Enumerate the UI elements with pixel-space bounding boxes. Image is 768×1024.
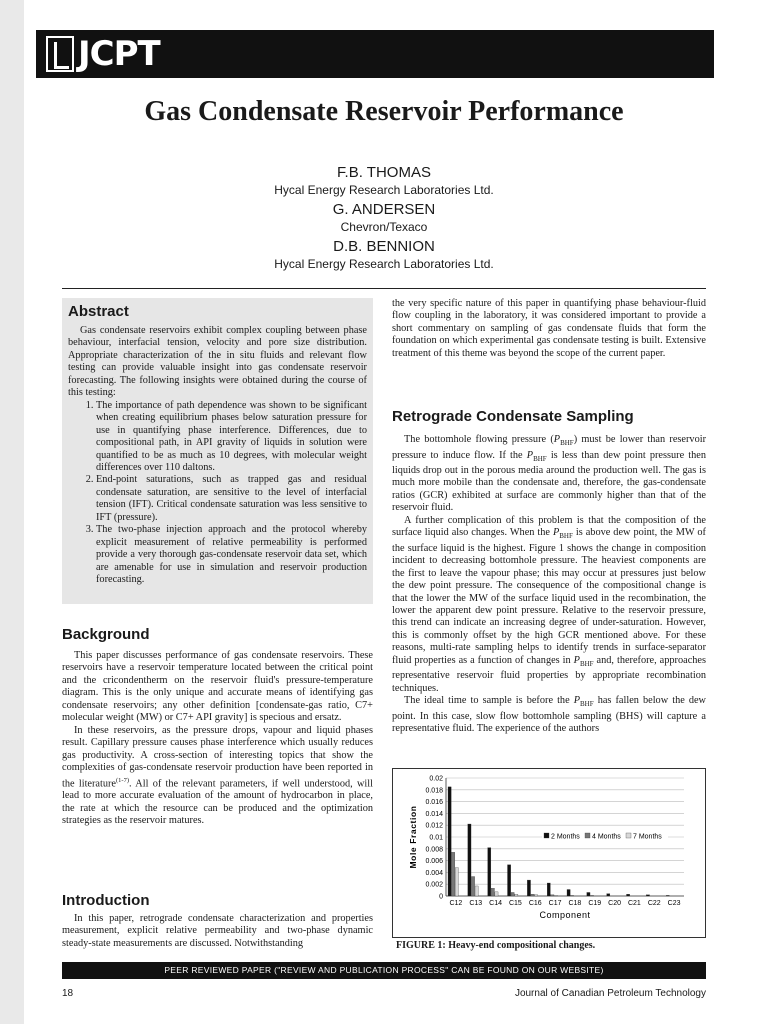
- y-tick-label: 0: [439, 893, 443, 901]
- bar: [590, 895, 593, 896]
- author-affiliation: Hycal Energy Research Laboratories Ltd.: [274, 183, 494, 197]
- legend-label: 7 Months: [633, 833, 662, 841]
- introduction-body: [62, 913, 373, 950]
- bar: [646, 895, 649, 896]
- bar: [547, 883, 550, 896]
- x-tick-label: C21: [627, 900, 641, 907]
- bar: [495, 892, 498, 896]
- y-tick-label: 0.006: [425, 858, 443, 866]
- abstract-intro: Gas condensate reservoirs exhibit complex coupling between phase behaviour, interfacial tension, velocity and pore size distribution. Appropriate characterization of the in situ fluids and relevant flow testing can provide valuable insight into gas condensate reservoir forecasting. The following insights were obtained during the course of this testing:: [68, 325, 367, 399]
- y-tick-label: 0.004: [425, 869, 443, 877]
- x-tick-label: C22: [647, 900, 661, 907]
- x-tick-label: C20: [608, 900, 622, 907]
- bar: [488, 848, 491, 896]
- background-body: [62, 650, 373, 828]
- y-axis-label: Mole Fraction: [408, 805, 418, 869]
- journal-header-bar: [36, 30, 714, 78]
- bar: [448, 787, 451, 896]
- x-axis-label: Component: [539, 910, 591, 920]
- bar: [508, 865, 511, 896]
- author-affiliation: Hycal Energy Research Laboratories Ltd.: [274, 257, 494, 271]
- x-tick-label: C14: [489, 900, 503, 907]
- bar: [515, 894, 518, 896]
- title-divider: [62, 288, 706, 289]
- peer-review-banner: PEER REVIEWED PAPER ("REVIEW AND PUBLICATION PROCESS" CAN BE FOUND ON OUR WEBSITE): [62, 962, 706, 979]
- author-name: F.B. THOMAS: [337, 164, 431, 181]
- bar: [627, 894, 630, 896]
- abstract-body: [68, 325, 367, 587]
- legend-label: 2 Months: [551, 833, 580, 841]
- bar: [554, 895, 557, 896]
- y-tick-label: 0.002: [425, 881, 443, 889]
- bar: [571, 895, 574, 896]
- x-tick-label: C13: [469, 900, 483, 907]
- introduction-paragraph: In this paper, retrograde condensate characterization and properties measurement, explicit relative permeability and two-phase dynamic steady-state measurements are discussed. Notwithstanding: [62, 913, 373, 949]
- bar: [511, 892, 514, 896]
- retrograde-heading: Retrograde Condensate Sampling: [392, 408, 634, 425]
- bar: [607, 894, 610, 896]
- y-tick-label: 0.016: [425, 799, 443, 807]
- x-tick-label: C23: [667, 900, 681, 907]
- introduction-heading: Introduction: [62, 892, 150, 909]
- x-tick-label: C19: [588, 900, 602, 907]
- author-name: G. ANDERSEN: [332, 201, 436, 218]
- retrograde-paragraph: The bottomhole flowing pressure $(P_{BHF})$ must be lower than reservoir pressure to induce flow. If the $P_{BHF}$ is less than dew point pressure then liquids drop out in the porous media around the production well. The gas is much more mobile than the condensate and, therefore, the gas-condensate ratios (GCR) exhibited at surface are commonly higher than that of the reservoir fluid.: [392, 434, 707, 514]
- y-tick-label: 0.008: [425, 846, 443, 854]
- bar: [567, 890, 570, 896]
- bar: [455, 868, 458, 896]
- abstract-heading: Abstract: [68, 303, 129, 320]
- y-tick-label: 0.014: [425, 810, 443, 818]
- bar: [468, 824, 471, 896]
- x-tick-label: C12: [449, 900, 463, 907]
- bar: [666, 895, 669, 896]
- retrograde-paragraph: A further complication of this problem is that the composition of the surface liquid also changes. When the $P_{BHF}$ is above dew point, the MW of the surface liquid is the highest. Figure 1 shows the change in composition incident to decreasing bottomhole pressure. The heaviest components are the first to leave the vapour phase; this may occur at pressures just below the dew point pressure. The consequence of the compositional change is that the lower the MW of the surface liquid used in the recombination, the lower the apparent dew point pressure. Relative to the reservoir pressure, this trend can indicate an increasing degree of under-saturation. However, this is commonly offset by the high GCR mentioned above. For these reasons, multi-rate sampling helps to identify trends in surface-separator fluid properties as a function of changes in $P_{BHF}$ and, therefore, approaches representative reservoir fluid properties by appropriate recombination techniques.: [392, 514, 706, 694]
- legend-swatch: [544, 833, 549, 838]
- x-tick-label: C17: [548, 900, 562, 907]
- y-tick-label: 0.02: [429, 775, 443, 783]
- x-tick-label: C16: [528, 900, 542, 907]
- abstract-item: 2. End-point saturations, such as trapped gas and residual condensate saturation, are sensitive to the level of interfacial tension (IFT). Critical condensate saturation was less sensitive to IFT (pressure).: [96, 474, 367, 524]
- logo-mark-icon: [46, 36, 74, 72]
- bar: [527, 880, 530, 896]
- bar: [471, 877, 474, 896]
- abstract-item: 3. The two-phase injection approach and the protocol whereby explicit measurement of relative permeability is performed provide a very thorough gas-condensate reservoir data set, which are amenable for use in simulation and reservoir production forecasting.: [96, 524, 367, 586]
- retrograde-body: [392, 434, 706, 736]
- figure-1: [392, 768, 706, 954]
- logo-text: JCPT: [78, 34, 160, 74]
- legend-swatch: [626, 833, 631, 838]
- x-tick-label: C15: [508, 900, 522, 907]
- right-column-intro: [392, 298, 706, 360]
- background-heading: Background: [62, 626, 150, 643]
- abstract-item: 1. The importance of path dependence was shown to be significant when creating equilibrium phases below saturation pressure for use in quantifying phase interference. Differences, due to compositional path, in API gravity of liquids in solution were quantified to be as much as 10 degrees, with molecular weight differences over 110 daltons.: [96, 400, 367, 475]
- legend-swatch: [585, 833, 590, 838]
- author-affiliation: Chevron/Texaco: [340, 220, 428, 234]
- x-tick-label: C18: [568, 900, 582, 907]
- bar: [587, 892, 590, 896]
- background-paragraph: In these reservoirs, as the pressure drops, vapour and liquid phases result. Capillary pressure causes phase interference which usually reduces gas productivity. A cross-section of interesting topics that show the complexities of gas-condensate reservoir production have been reported in the literature$^{(1-7)}$. All of the relevant parameters, if well understood, will lead to more accurate evaluation of the amount of hydrocarbon in place, the rate at which the resource can be produced and the optimization strategies as the reservoir matures.: [62, 724, 373, 827]
- bar: [551, 895, 554, 896]
- y-tick-label: 0.01: [429, 834, 443, 842]
- bar: [535, 895, 538, 896]
- abstract-box: [62, 298, 373, 604]
- figure-caption: FIGURE 1: Heavy-end compositional changes.: [396, 940, 596, 951]
- bar: [491, 888, 494, 896]
- background-paragraph: This paper discusses performance of gas condensate reservoirs. These reservoirs have a reservoir temperature located between the critical point and the cricondentherm on the reservoir fluid's pressure-temperature diagram. This is the only unique and accurate means of identifying gas condensate reservoirs; any other definition [condensate-gas ratio, C7+ molecular weight (MW) or C7+ API gravity] is specious and ersatz.: [62, 650, 373, 724]
- citation-ref: (1-7): [116, 776, 130, 784]
- bar-chart: [392, 768, 706, 938]
- jcpt-logo: [46, 34, 166, 74]
- paper-title: Gas Condensate Reservoir Performance: [144, 96, 624, 127]
- y-tick-label: 0.018: [425, 787, 443, 795]
- bar: [531, 894, 534, 896]
- author-name: D.B. BENNION: [333, 238, 435, 255]
- journal-name: Journal of Canadian Petroleum Technology: [514, 988, 706, 999]
- y-tick-label: 0.012: [425, 822, 443, 830]
- bar: [475, 886, 478, 896]
- continued-paragraph: the very specific nature of this paper in quantifying phase behaviour-fluid flow coupling in the laboratory, it was considered important to provide a short commentary on sampling of gas condensate fluids that form the foundation on which experimental gas condensate testing is built. Extensive treatment of this theme was beyond the scope of the current paper.: [392, 298, 706, 359]
- page-number: 18: [62, 988, 74, 999]
- retrograde-paragraph: The ideal time to sample is before the $P_{BHF}$ has fallen below the dew point. In this case, slow flow bottomhole sampling (BHS) will capture a representative fluid. The experience of the authors: [392, 695, 706, 735]
- abstract-list: [68, 400, 367, 587]
- bar: [452, 852, 455, 896]
- legend-label: 4 Months: [592, 833, 621, 841]
